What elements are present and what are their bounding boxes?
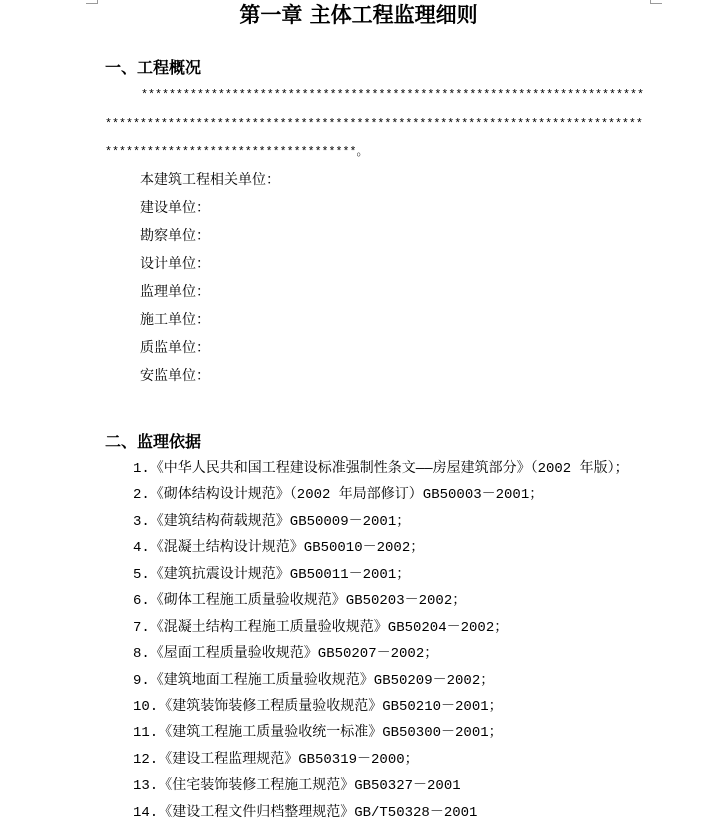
related-unit-contractor: 施工单位： xyxy=(140,312,210,328)
related-unit-supervision: 监理单位： xyxy=(140,284,210,300)
reference-list xyxy=(133,456,703,826)
related-units-list xyxy=(140,166,280,390)
reference-item: 4.《混凝土结构设计规范》GB50010－2002； xyxy=(133,540,425,557)
related-unit-survey: 勘察单位： xyxy=(140,228,210,244)
reference-item: 3.《建筑结构荷载规范》GB50009－2001； xyxy=(133,513,411,530)
reference-item: 12.《建设工程监理规范》GB50319－2000； xyxy=(133,751,419,768)
reference-item: 13.《住宅装饰装修工程施工规范》GB50327－2001 xyxy=(133,778,461,795)
section-heading-overview: 一、工程概况 xyxy=(105,58,202,77)
reference-item: 10.《建筑装饰装修工程质量验收规范》GB50210－2001； xyxy=(133,698,503,715)
reference-item: 11.《建筑工程施工质量验收统一标准》GB50300－2001； xyxy=(133,725,503,742)
masked-overview-text: *****************************************************************************************************************************************************************************************。 xyxy=(105,89,644,159)
reference-item: 8.《屋面工程质量验收规范》GB50207－2002； xyxy=(133,646,439,663)
reference-item: 6.《砌体工程施工质量验收规范》GB50203－2002； xyxy=(133,593,467,610)
reference-item: 14.《建设工程文件归档整理规范》GB/T50328－2001 xyxy=(133,804,478,821)
document-title: 第一章 主体工程监理细则 xyxy=(239,3,478,27)
related-unit-construction: 建设单位： xyxy=(140,200,210,216)
reference-item: 1.《中华人民共和国工程建设标准强制性条文——房屋建筑部分》（2002 年版）； xyxy=(133,461,629,477)
reference-item: 5.《建筑抗震设计规范》GB50011－2001； xyxy=(133,566,411,583)
related-unit-quality-supervision: 质监单位： xyxy=(140,340,210,356)
section-heading-basis: 二、监理依据 xyxy=(105,432,202,451)
reference-item: 9.《建筑地面工程施工质量验收规范》GB50209－2002； xyxy=(133,672,495,689)
reference-item: 2.《砌体结构设计规范》（2002 年局部修订）GB50003－2001； xyxy=(133,487,544,504)
related-units-intro: 本建筑工程相关单位： xyxy=(140,172,280,188)
related-unit-design: 设计单位： xyxy=(140,256,210,272)
reference-item: 7.《混凝土结构工程施工质量验收规范》GB50204－2002； xyxy=(133,619,509,636)
related-unit-safety-supervision: 安监单位： xyxy=(140,368,210,384)
